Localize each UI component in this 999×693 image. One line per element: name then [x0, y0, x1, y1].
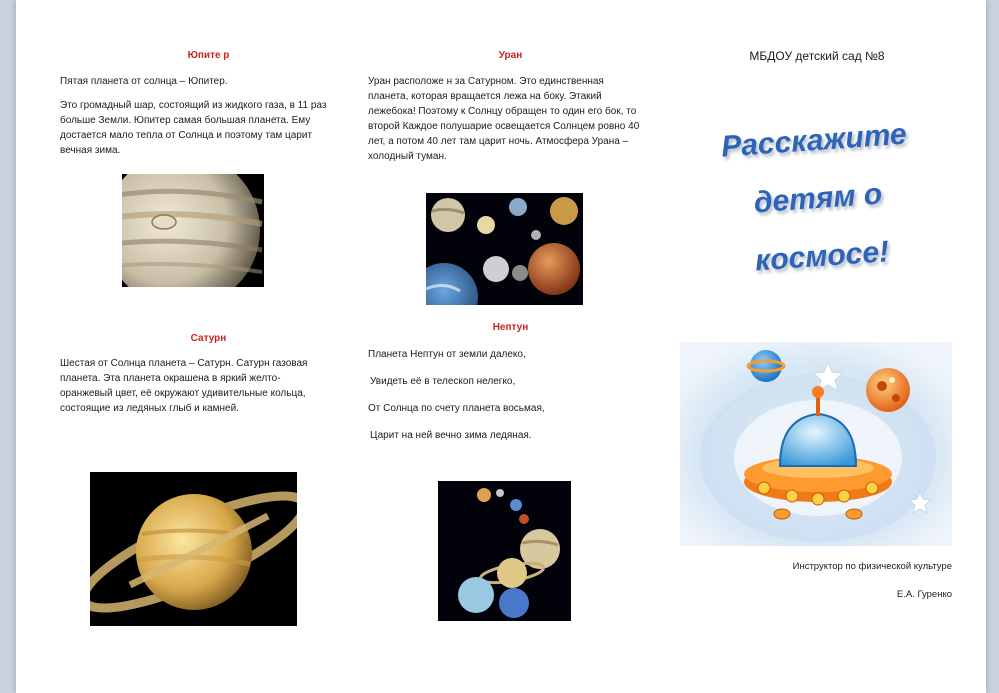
neptune-heading: Нептун [492, 322, 529, 333]
uranus-heading: Уран [498, 50, 523, 61]
neptune-line-1: Планета Нептун от земли далеко, [368, 349, 526, 360]
title-line-3: космосе! [753, 235, 891, 278]
saturn-text: Шестая от Солнца планета – Сатурн. Сатурн газовая планета. Эта планета окрашена в яркий желто-оранжевый цвет, её окружают удивительные кольца, состоящие из ледяных глыб и камней. [60, 358, 308, 414]
author-name: Е.А. Гуренко [896, 589, 952, 600]
neptune-line-3: От Солнца по счету планета восьмая, [368, 403, 545, 414]
title-line-1: Расскажите [720, 117, 908, 164]
cover-title [682, 103, 954, 295]
neptune-poem [368, 348, 643, 451]
title-line-2: детям о [752, 177, 884, 220]
brochure-page [16, 0, 986, 693]
jupiter-heading: Юпите р [187, 50, 230, 61]
jupiter-paragraph-2: Это громадный шар, состоящий из жидкого газа, в 11 раз больше Земли. Юпитер самая большая планета. Ему достается мало тепла от Солнца и поэтому там царит вечная зима. [60, 100, 327, 156]
jupiter-paragraph-1: Пятая планета от солнца – Юпитер. [60, 76, 228, 87]
uranus-text: Уран расположе н за Сатурном. Это единственная планета, которая вращается лежа на боку. Этакий лежебока! Поэтому к Солнцу обращен то один его бок, то второй Каждое полушарие освещается Солнцем ровно 40 лет, а потом 40 лет там царит ночь. Атмосфера Урана – холодный туман. [368, 76, 640, 162]
planets-collage-photo [426, 193, 583, 305]
instructor-label: Инструктор по физической культуре [792, 561, 952, 572]
ufo-illustration [680, 342, 952, 546]
neptune-line-2: Увидеть её в телескоп нелегко, [370, 376, 516, 387]
neptune-line-4: Царит на ней вечно зима ледяная. [370, 430, 532, 441]
saturn-photo [90, 472, 297, 626]
saturn-heading: Сатурн [190, 333, 227, 344]
school-name: МБДОУ детский сад №8 [749, 49, 885, 63]
jupiter-photo [122, 174, 264, 287]
solar-system-photo [438, 481, 571, 621]
jupiter-text [60, 74, 330, 167]
